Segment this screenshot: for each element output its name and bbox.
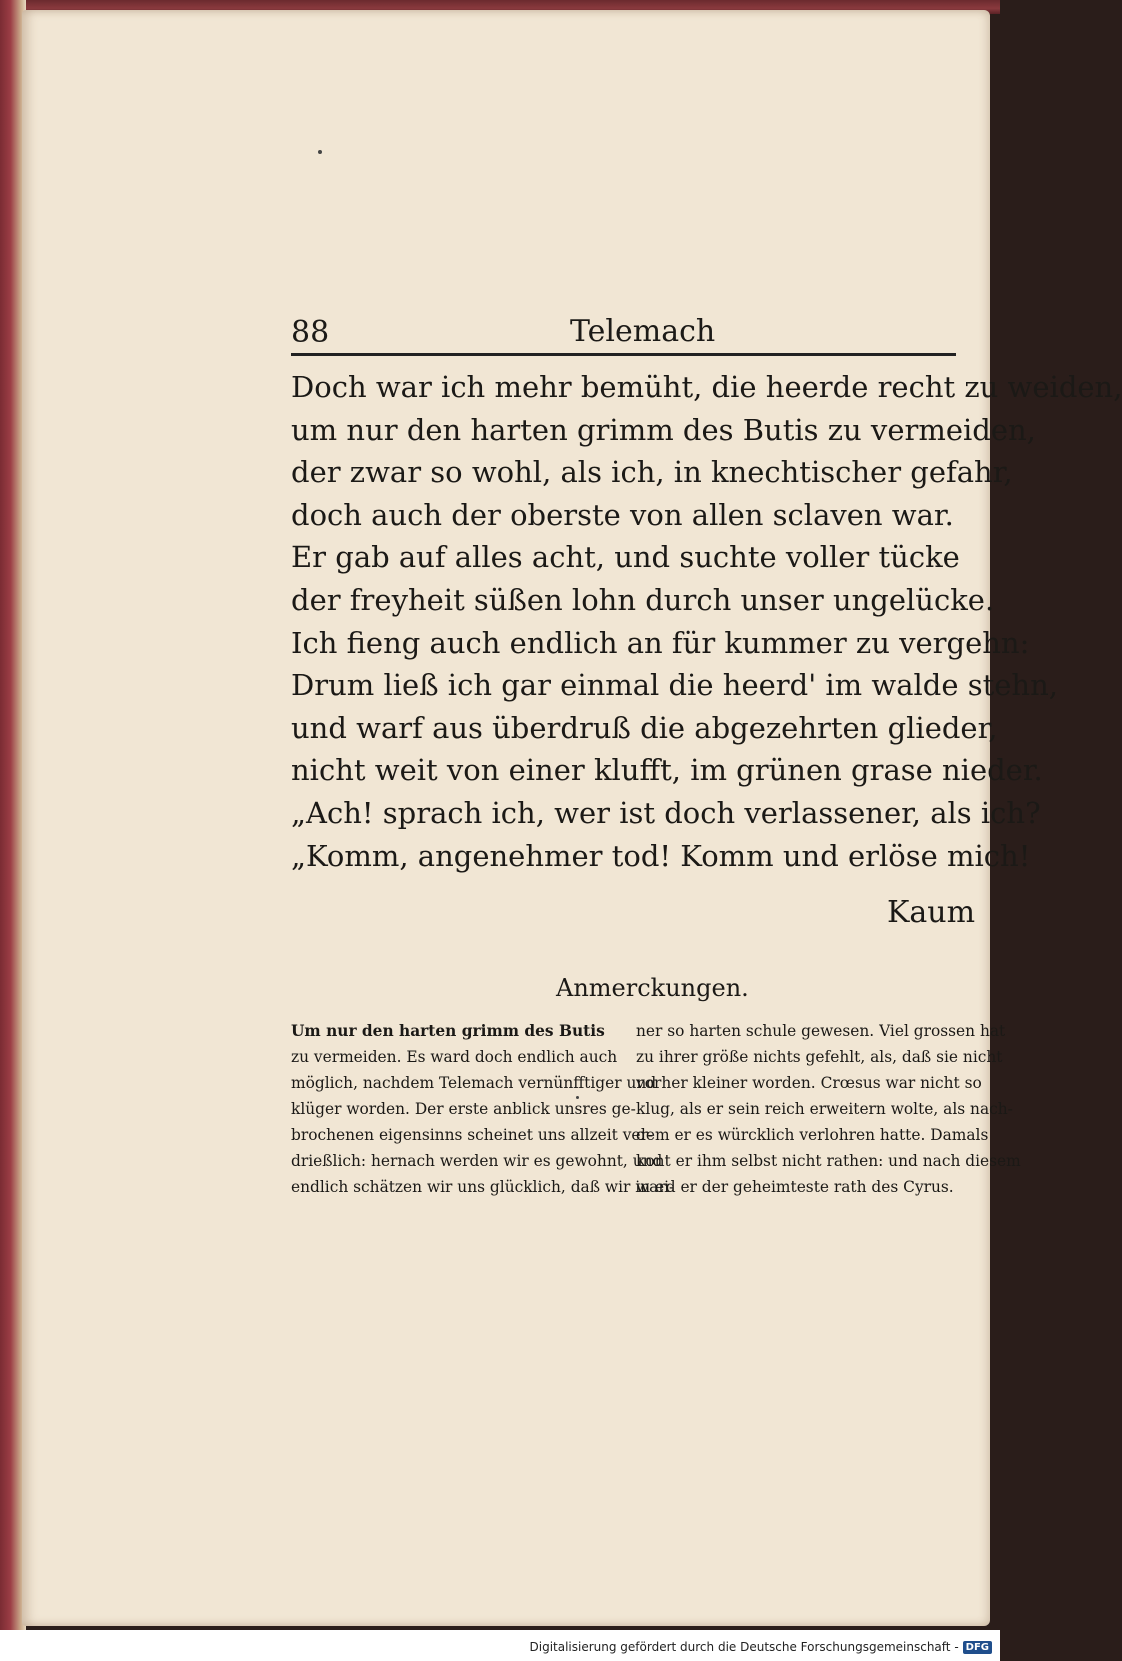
notes-column-right — [636, 1018, 1021, 1200]
verse-line: „Ach! sprach ich, wer ist doch verlassener, als ich? — [291, 795, 1041, 830]
verse-line: der zwar so wohl, als ich, in knechtischer gefahr, — [291, 455, 1013, 490]
page-number: 88 — [291, 315, 330, 350]
note-line: dem er es würcklich verlohren hatte. Damals — [636, 1126, 989, 1144]
verse-line: der freyheit süßen lohn durch unser ungelücke. — [291, 582, 995, 617]
running-title: Telemach — [570, 314, 716, 349]
note-line: möglich, nachdem Telemach vernünfftiger und — [291, 1074, 657, 1092]
note-line: ner so harten schule gewesen. Viel grossen hat — [636, 1022, 1006, 1040]
dfg-logo-icon[interactable]: DFG — [963, 1641, 992, 1654]
note-line: drießlich: hernach werden wir es gewohnt, und — [291, 1152, 663, 1170]
verse-line: und warf aus überdruß die abgezehrten glieder, — [291, 710, 998, 745]
notes-column-left — [291, 1018, 675, 1200]
note-line: endlich schätzen wir uns glücklich, daß wir in ei- — [291, 1178, 675, 1196]
verse-line: Ich fieng auch endlich an für kummer zu vergehn: — [291, 625, 1030, 660]
note-line: Um nur den harten grimm des Butis — [291, 1022, 605, 1040]
verse-line: Doch war ich mehr bemüht, die heerde recht zu weiden, — [291, 370, 1122, 404]
note-line: brochenen eigensinns scheinet uns allzeit ver- — [291, 1126, 654, 1144]
verse-line: „Komm, angenehmer tod! Komm und erlöse mich! — [291, 838, 1031, 873]
verse-line: Drum ließ ich gar einmal die heerd' im walde stehn, — [291, 668, 1058, 703]
note-line: ward er der geheimteste rath des Cyrus. — [636, 1178, 954, 1196]
verse-line: doch auch der oberste von allen sclaven war. — [291, 497, 954, 532]
note-line: zu vermeiden. Es ward doch endlich auch — [291, 1048, 618, 1066]
header-rule — [291, 353, 956, 356]
verse-line: nicht weit von einer klufft, im grünen grase nieder. — [291, 753, 1043, 788]
note-line: vorher kleiner worden. Crœsus war nicht so — [636, 1074, 982, 1092]
notes-title: Anmerckungen. — [556, 974, 749, 1002]
catchword: Kaum — [887, 895, 976, 930]
paper-speck — [318, 150, 322, 154]
credit-text: Digitalisierung gefördert durch die Deutsche Forschungsgemeinschaft - — [529, 1640, 959, 1654]
digitization-credit — [530, 1640, 993, 1654]
verse-line: Er gab auf alles acht, und suchte voller tücke — [291, 540, 960, 575]
note-line: klug, als er sein reich erweitern wolte, als nach- — [636, 1100, 1013, 1118]
verse-block — [291, 366, 1122, 877]
note-line: zu ihrer größe nichts gefehlt, als, daß sie nicht — [636, 1048, 1003, 1066]
note-line: klüger worden. Der erste anblick unsres ge- — [291, 1100, 636, 1118]
note-line: kont er ihm selbst nicht rathen: und nach diesem — [636, 1152, 1021, 1170]
verse-line: um nur den harten grimm des Butis zu vermeiden, — [291, 412, 1036, 447]
